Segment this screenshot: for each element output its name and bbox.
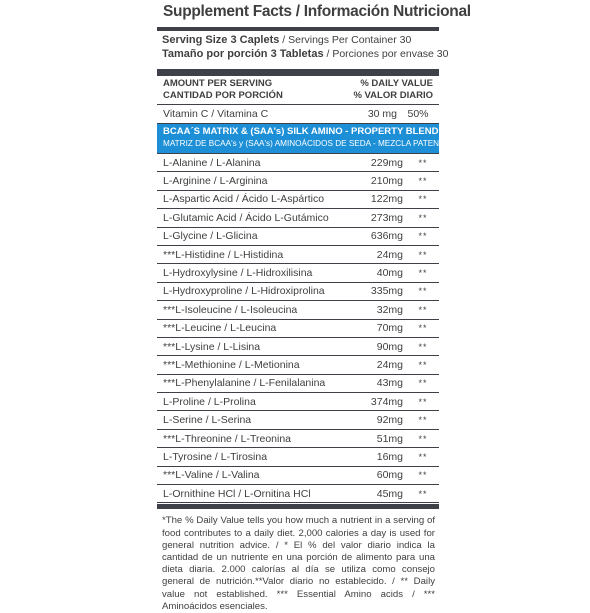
ingredient-amount: 70mg [376, 322, 403, 335]
blend-subtitle: MATRIZ DE BCAA's y (SAA's) AMINOÁCIDOS DE SEDA - MEZCLA PATENTADA: [163, 139, 463, 148]
ingredient-name: L-Proline / L-Prolina [163, 395, 256, 408]
ingredient-dv: ** [418, 359, 428, 370]
ingredient-amount: 40mg [376, 267, 403, 280]
ingredient-amount: 51mg [376, 432, 403, 445]
ingredient-name: L-Ornithine HCl / L-Ornitina HCl [163, 487, 311, 500]
ingredient-amount: 636mg [370, 230, 403, 243]
supplement-facts-panel [157, 0, 471, 612]
ingredient-dv: ** [418, 304, 428, 315]
table-row [157, 301, 439, 319]
servings-per-container: / Servings Per Container 30 [279, 34, 412, 46]
ingredient-dv: ** [418, 470, 428, 481]
ingredient-name: L-Alanine / L-Alanina [163, 156, 261, 169]
ingredient-name: ***L-Histidine / L-Histidina [163, 248, 284, 261]
table-row [157, 228, 439, 246]
table-row [157, 485, 439, 503]
vitamin-c-amount: 30 mg [367, 108, 397, 120]
ingredient-dv: ** [418, 286, 428, 297]
ingredient-amount: 122mg [370, 193, 403, 206]
ingredient-dv: ** [418, 176, 428, 187]
vitamin-c-name: Vitamin C / Vitamina C [163, 108, 269, 120]
table-row [157, 191, 439, 209]
ingredient-amount: 229mg [370, 156, 403, 169]
table-row [157, 430, 439, 448]
serving-size-label-es: Tamaño por porción 3 Tabletas [162, 48, 324, 60]
ingredient-dv: ** [418, 323, 428, 334]
dv-header-es: % VALOR DIARIO [353, 89, 433, 101]
ingredient-name: L-Arginine / L-Arginina [163, 175, 268, 188]
table-row [157, 338, 439, 356]
ingredient-dv: ** [418, 415, 428, 426]
panel-title: Supplement Facts / Información Nutricional [163, 3, 471, 20]
table-row [157, 264, 439, 282]
serving-size-label: Serving Size 3 Caplets [162, 34, 280, 46]
ingredient-name: ***L-Phenylalanine / L-Fenilalanina [163, 377, 326, 390]
ingredient-name: ***L-Lysine / L-Lisina [163, 340, 261, 353]
vitamin-c-dv: 50% [407, 108, 429, 120]
ingredient-name: ***L-Isoleucine / L-Isoleucina [163, 303, 298, 316]
ingredient-dv: ** [418, 249, 428, 260]
ingredient-dv: ** [418, 378, 428, 389]
table-row [157, 375, 439, 393]
ingredient-name: ***L-Valine / L-Valina [163, 469, 260, 482]
table-row [157, 448, 439, 466]
ingredient-name: L-Serine / L-Serina [163, 414, 252, 427]
table-row [157, 320, 439, 338]
amount-header-es: CANTIDAD POR PORCIÓN [163, 89, 283, 101]
ingredient-dv: ** [418, 212, 428, 223]
ingredient-amount: 24mg [376, 358, 403, 371]
ingredient-name: ***L-Methionine / L-Metionina [163, 358, 300, 371]
ingredient-amount: 32mg [376, 303, 403, 316]
ingredient-dv: ** [418, 433, 428, 444]
ingredient-name: L-Aspartic Acid / Ácido L-Aspártico [163, 193, 325, 206]
ingredient-amount: 90mg [376, 340, 403, 353]
ingredient-dv: ** [418, 396, 428, 407]
ingredient-amount: 210mg [370, 175, 403, 188]
ingredient-dv: ** [418, 268, 428, 279]
ingredient-amount: 273mg [370, 211, 403, 224]
table-row [157, 356, 439, 374]
table-row [157, 467, 439, 485]
amount-header [163, 78, 283, 104]
ingredient-amount: 92mg [376, 414, 403, 427]
ingredient-dv: ** [418, 231, 428, 242]
ingredient-amount: 335mg [370, 285, 403, 298]
ingredient-name: L-Hydroxylysine / L-Hidroxilisina [163, 267, 313, 280]
ingredient-amount: 45mg [376, 487, 403, 500]
serving-size-es [162, 47, 449, 61]
table-row [157, 172, 439, 190]
table-row [157, 246, 439, 264]
blend-title: BCAA´S MATRIX & (SAA's) SILK AMINO - PROPERTY BLEND: [163, 126, 442, 137]
ingredient-dv: ** [418, 194, 428, 205]
column-header [157, 76, 439, 104]
amount-header-en: AMOUNT PER SERVING [163, 78, 273, 89]
ingredient-name: ***L-Threonine / L-Treonina [163, 432, 292, 445]
ingredient-name: L-Glycine / L-Glicina [163, 230, 258, 243]
ingredient-name: L-Glutamic Acid / Ácido L-Gutámico [163, 211, 329, 224]
ingredient-amount: 60mg [376, 469, 403, 482]
ingredient-name: L-Tyrosine / L-Tirosina [163, 450, 268, 463]
footnote: *The % Daily Value tells you how much a nutrient in a serving of food contributes to a daily diet. 2,000 calories a day is used for general nutrition advice. / * El % del valor diario indica la cantidad de un nutriente en una porción de alimento para una dieta diaria. 2.000 calorías al día se utiliza como consejo general de nutrición.**Valor diario no establecido. / ** Daily value not established. *** Essential Amino acids / *** Aminoácidos esenciales. [162, 515, 435, 612]
ingredient-name: L-Hydroxyproline / L-Hidroxiprolina [163, 285, 325, 298]
ingredient-amount: 24mg [376, 248, 403, 261]
blend-header [157, 124, 463, 153]
ingredient-dv: ** [418, 451, 428, 462]
table-row [157, 393, 439, 411]
vitamin-c-row [157, 104, 439, 124]
dv-header [353, 78, 433, 104]
ingredient-list [157, 153, 439, 503]
ingredient-amount: 16mg [376, 450, 403, 463]
table-row [157, 209, 439, 227]
dv-header-en: % DAILY VALUE [360, 78, 433, 89]
serving-size-en [162, 33, 439, 47]
serving-info [157, 31, 449, 70]
table-row [157, 153, 439, 172]
servings-per-container-es: / Porciones por envase 30 [323, 48, 449, 60]
ingredient-name: ***L-Leucine / L-Leucina [163, 322, 277, 335]
ingredient-dv: ** [418, 157, 428, 168]
table-row [157, 283, 439, 301]
ingredient-dv: ** [418, 488, 428, 499]
ingredient-amount: 374mg [370, 395, 403, 408]
ingredient-dv: ** [418, 341, 428, 352]
ingredient-amount: 43mg [376, 377, 403, 390]
table-row [157, 411, 439, 429]
